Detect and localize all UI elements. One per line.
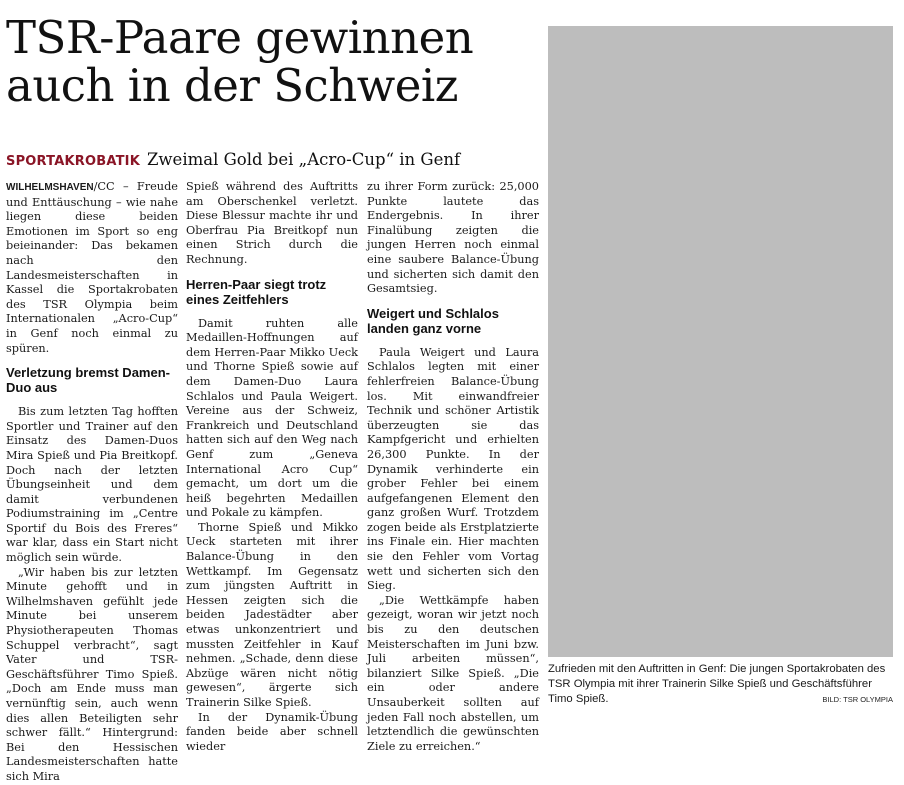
section-heading-injury: Verletzung bremst Damen-Duo aus [6, 365, 170, 396]
paragraph: Spieß während des Auftritts am Oberschenkel verletzt. Diese Blessur machte ihr und Oberfrau Pia Breitkopf nun einen Strich durch die Rechnung. [186, 180, 358, 266]
section-heading-women-duo: Weigert und Schlalos landen ganz vorne [367, 305, 499, 336]
intro-paragraph [6, 180, 178, 356]
dateline: WILHELMSHAVEN [6, 182, 94, 193]
article-column-2 [186, 180, 358, 754]
paragraph: „Die Wettkämpfe haben gezeigt, woran wir jetzt noch bis zu den deutschen Meisterschaften im Juni bzw. Juli arbeiten müssen“, bilanziert Silke Spieß. „Die ein oder andere Unsauberkeit sollten auf jeden Fall noch abstellen, um letztendlich die gewünschten Ziele zu erreichen.“ [367, 593, 539, 753]
article-column-1 [6, 180, 178, 785]
article-column-3 [367, 180, 539, 754]
photo-credit: BILD: TSR OLYMPIA [822, 695, 893, 704]
paragraph: Thorne Spieß und Mikko Ueck starteten mit ihrer Balance-Übung in den Wettkampf. Im Gegensatz zum jüngsten Auftritt in Hessen zeigten sich die beiden Jadestädter aber etwas unkonzentriert und mussten Zeitfehler in Kauf nehmen. „Schade, denn diese Abzüge wären nicht nötig gewesen“, ärgerte sich Trainerin Silke Spieß. [186, 520, 358, 709]
intro-text: – Freude und Enttäuschung – wie nahe liegen diese beiden Emotionen im Sport so eng beieinander: Das bekamen nach den Landesmeisterschaften in Kassel die Sportakrobaten des TSR Olympia beim Internationalen „Acro-Cup“ in Genf noch einmal zu spüren. [6, 180, 178, 355]
paragraph: Paula Weigert und Laura Schlalos legten mit einer fehlerfreien Balance-Übung los. Mit einwandfreier Technik und schöner Artistik überzeugten sie das Kampfgericht und erhielten 26,300 Punkte. In der Dynamik verhinderte ein grober Fehler bei einem aufgefangenen Element den ganz großen Wurf. Trotzdem zogen beide als Erstplatzierte ins Finale ein. Hier machten sie den Fehler vom Vortag wett und sicherten sich den Sieg. [367, 345, 539, 593]
subtitle: Zweimal Gold bei „Acro-Cup“ in Genf [146, 150, 461, 169]
photo-caption: Zufrieden mit den Auftritten in Genf: Die jungen Sportakrobaten des TSR Olympia mit ihrer Trainerin Silke Spieß und Geschäftsführer Timo Spieß. [548, 663, 886, 705]
subhead [6, 150, 546, 170]
team-photo [548, 26, 893, 657]
kicker: SPORTAKROBATIK [6, 154, 140, 169]
paragraph: In der Dynamik-Übung fanden beide aber schnell wieder [186, 710, 358, 753]
headline: TSR-Paare gewinnen auch in der Schweiz [6, 11, 474, 112]
author-tag: /CC [93, 180, 115, 193]
paragraph: „Wir haben bis zur letzten Minute gehofft und in Wilhelmshaven gefühlt jede Minute bei unserem Physiotherapeuten Thomas Schuppel verbracht“, sagt Vater und TSR-Geschäftsführer Timo Spieß. „Doch am Ende muss man vernünftig sein, auch wenn dies allen Beteiligten sehr schwer fällt.“ Hintergrund: Bei den Hessischen Landesmeisterschaften hatte sich Mira [6, 565, 178, 783]
section-heading-men-pair: Herren-Paar siegt trotz eines Zeitfehlers [186, 276, 327, 307]
paragraph: Bis zum letzten Tag hofften Sportler und Trainer auf den Einsatz des Damen-Duos Mira Spieß und Pia Breitkopf. Doch nach der letzten Übungseinheit und dem damit verbundenen Podiumstraining im „Centre Sportif du Bois des Freres“ war klar, dass ein Start nicht möglich sein würde. [6, 405, 178, 565]
paragraph: zu ihrer Form zurück: 25,000 Punkte lautete das Endergebnis. In ihrer Finalübung zeigten die jungen Herren noch einmal eine saubere Balance-Übung und sicherten sich damit den Gesamtsieg. [367, 180, 539, 296]
paragraph: Damit ruhten alle Medaillen-Hoffnungen auf dem Herren-Paar Mikko Ueck und Thorne Spieß sowie auf dem Damen-Duo Laura Schlalos und Paula Weigert. Vereine aus der Schweiz, Frankreich und Deutschland hatten sich auf den Weg nach Genf zum „Geneva International Acro Cup“ gemacht, um dort um die heiß begehrten Medaillen und Pokale zu kämpfen. [186, 316, 358, 520]
